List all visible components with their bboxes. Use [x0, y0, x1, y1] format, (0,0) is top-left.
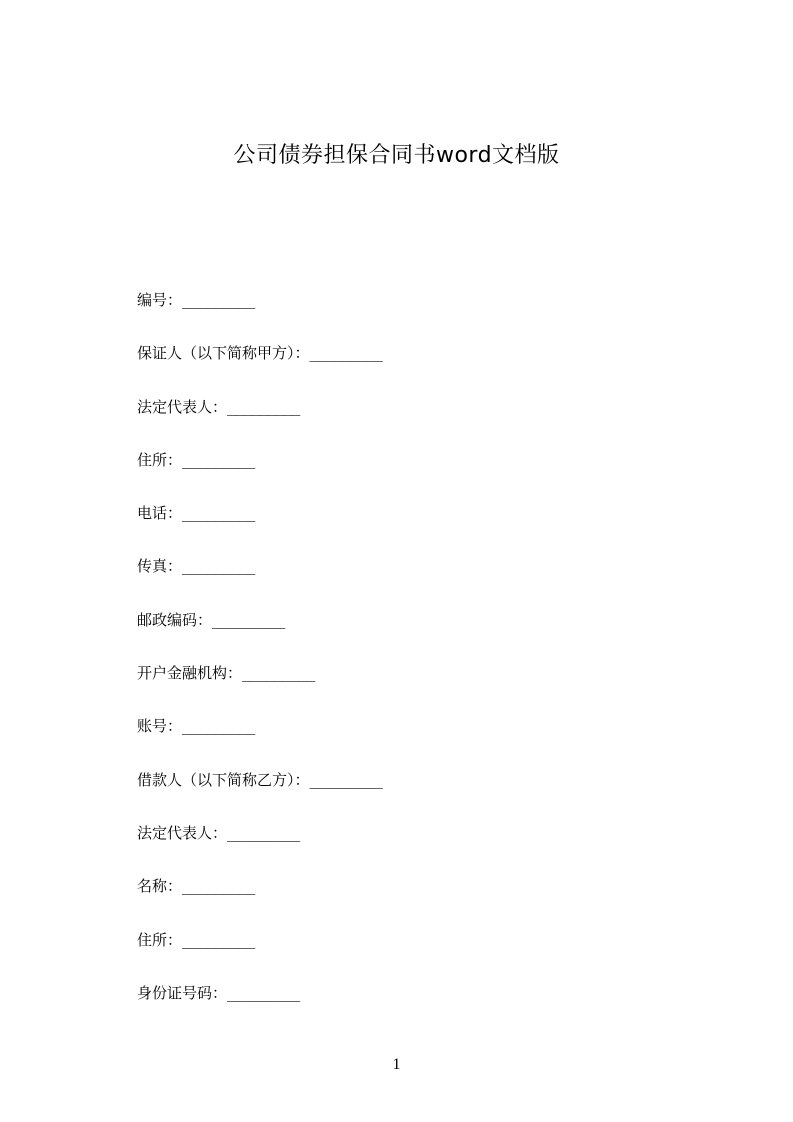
field-blank: _________ — [309, 344, 382, 363]
field-blank: _________ — [309, 770, 382, 789]
field-legal-representative-a — [137, 395, 697, 448]
field-label: 住所： — [137, 450, 183, 469]
field-blank: _________ — [182, 877, 255, 896]
field-fax — [137, 554, 697, 607]
field-blank: _________ — [182, 450, 255, 469]
field-address-b — [137, 928, 697, 981]
field-blank: _________ — [182, 717, 255, 736]
field-label: 身份证号码： — [137, 983, 228, 1002]
field-blank: _________ — [227, 823, 300, 842]
field-blank: _________ — [242, 664, 315, 683]
field-account-number — [137, 714, 697, 767]
field-label: 法定代表人： — [137, 823, 228, 842]
field-label: 住所： — [137, 930, 183, 949]
field-id-number — [137, 981, 697, 1034]
field-blank: _________ — [227, 397, 300, 416]
field-blank: _________ — [182, 504, 255, 523]
field-label: 保证人（以下简称甲方）： — [137, 344, 310, 363]
field-label: 账号： — [137, 717, 183, 736]
field-label: 法定代表人： — [137, 397, 228, 416]
field-blank: _________ — [182, 291, 255, 309]
field-guarantor — [137, 341, 697, 394]
field-label: 开户金融机构： — [137, 664, 243, 683]
field-label: 传真： — [137, 557, 183, 576]
field-legal-representative-b — [137, 821, 697, 874]
field-label: 名称： — [137, 877, 183, 896]
field-blank: _________ — [182, 930, 255, 949]
field-blank: _________ — [227, 983, 300, 1002]
field-label: 邮政编码： — [137, 610, 213, 629]
form-fields — [137, 288, 697, 1034]
field-label: 电话： — [137, 504, 183, 523]
field-label: 借款人（以下简称乙方）： — [137, 770, 310, 789]
field-label: 编号： — [137, 291, 183, 309]
field-blank: _________ — [182, 557, 255, 576]
field-name — [137, 874, 697, 927]
field-postal-code — [137, 608, 697, 661]
field-bank — [137, 661, 697, 714]
field-address-a — [137, 448, 697, 501]
field-borrower — [137, 768, 697, 821]
field-blank: _________ — [212, 610, 285, 629]
page-number: 1 — [392, 1056, 401, 1073]
field-phone — [137, 501, 697, 554]
field-contract-number — [137, 288, 697, 341]
page-title: 公司债券担保合同书word文档版 — [233, 143, 560, 168]
